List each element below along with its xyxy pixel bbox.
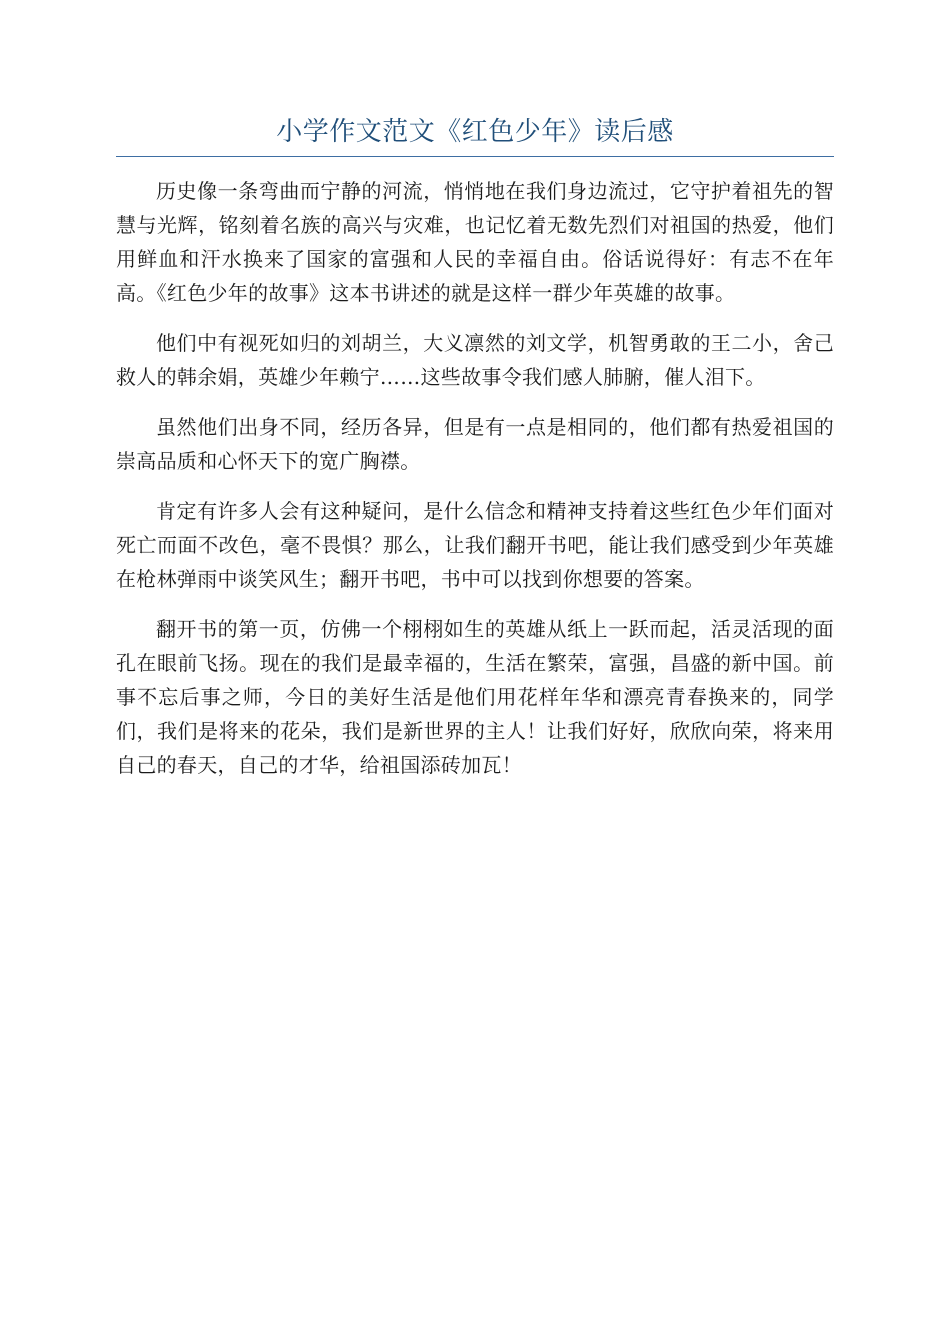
document-title: 小学作文范文《红色少年》读后感	[276, 117, 674, 147]
paragraph-1: 历史像一条弯曲而宁静的河流，悄悄地在我们身边流过，它守护着祖先的智慧与光辉，铭刻着名族的高兴与灾难，也记忆着无数先烈们对祖国的热爱，他们用鲜血和汗水换来了国家的富强和人民的幸福自由。俗话说得好：有志不在年高。《红色少年的故事》这本书讲述的就是这样一群少年英雄的故事。	[116, 179, 834, 305]
paragraph-5: 翻开书的第一页，仿佛一个栩栩如生的英雄从纸上一跃而起，活灵活现的面孔在眼前飞扬。现在的我们是最幸福的，生活在繁荣，富强，昌盛的新中国。前事不忘后事之师，今日的美好生活是他们用花样年华和漂亮青春换来的，同学们，我们是将来的花朵，我们是新世界的主人！让我们好好，欣欣向荣，将来用自己的春天，自己的才华，给祖国添砖加瓦！	[116, 617, 834, 777]
paragraph-4: 肯定有许多人会有这种疑问，是什么信念和精神支持着这些红色少年们面对死亡而面不改色，毫不畏惧？那么，让我们翻开书吧，能让我们感受到少年英雄在枪林弹雨中谈笑风生；翻开书吧，书中可以找到你想要的答案。	[116, 499, 834, 591]
paragraph-3: 虽然他们出身不同，经历各异，但是有一点是相同的，他们都有热爱祖国的崇高品质和心怀天下的宽广胸襟。	[116, 415, 834, 473]
document-body	[116, 174, 834, 798]
paragraph-2: 他们中有视死如归的刘胡兰，大义凛然的刘文学，机智勇敢的王二小，舍己救人的韩余娟，英雄少年赖宁……这些故事令我们感人肺腑，催人泪下。	[116, 331, 834, 389]
title-block	[116, 112, 834, 157]
